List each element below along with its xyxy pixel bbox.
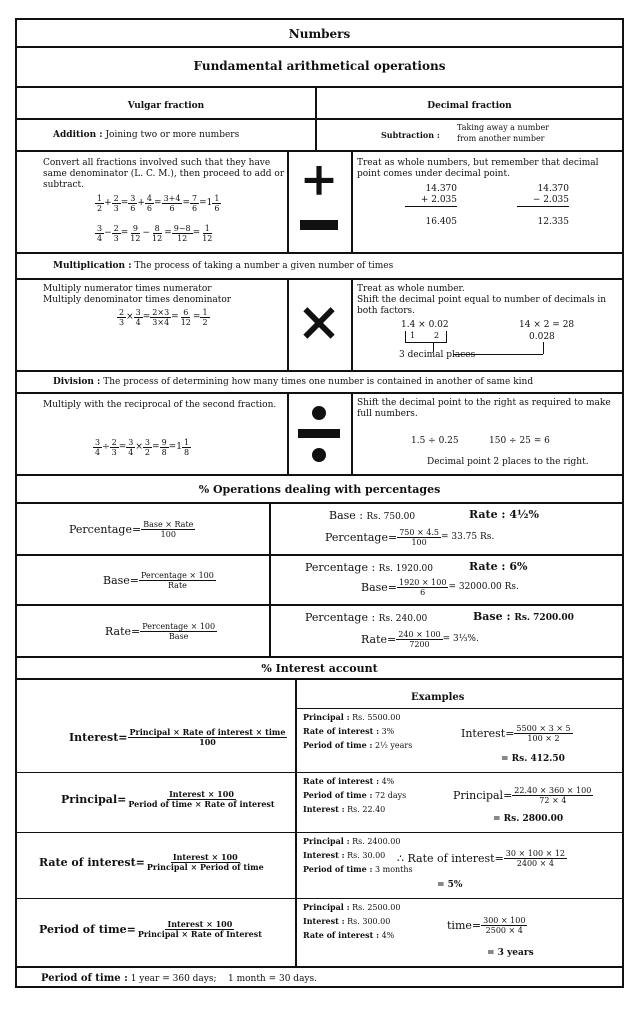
percentage-formula: Rate = $\frac{\text{Percentage × 100}}{\text{Base}}$ bbox=[105, 622, 216, 641]
given-value: Rs. 750.00 bbox=[366, 512, 416, 522]
div-decimal-note: Decimal point 2 places to the right. bbox=[427, 457, 589, 467]
interest-row bbox=[17, 898, 622, 966]
numbers-table bbox=[15, 18, 624, 988]
given-value: Rs. 1920.00 bbox=[378, 564, 434, 574]
divide-symbol bbox=[287, 394, 351, 474]
denominator: Period of time × Rate of interest bbox=[128, 799, 275, 809]
section-3-title: % Interest account bbox=[261, 662, 378, 675]
numerator: Interest × 100 bbox=[169, 789, 234, 799]
section-1-title: Fundamental arithmetical operations bbox=[193, 59, 446, 73]
div-decimal-example-2: 150 ÷ 25 = 6 bbox=[489, 436, 550, 446]
percentage-row bbox=[17, 504, 622, 556]
given-label: Interest : bbox=[303, 804, 345, 814]
given-value: Rs. 30.00 bbox=[347, 851, 386, 860]
denominator: 100 bbox=[199, 737, 216, 747]
decimal-mark-1: 1 bbox=[410, 331, 416, 340]
denominator: 6 bbox=[420, 588, 426, 597]
addsub-body bbox=[17, 152, 622, 254]
section-2-header bbox=[17, 476, 622, 504]
interest-result-value bbox=[487, 948, 534, 959]
section-2-title: % Operations dealing with percentages bbox=[198, 483, 441, 496]
numerator: Percentage × 100 bbox=[141, 571, 214, 580]
given-label: Principal : bbox=[303, 712, 350, 722]
given-label: Rate of interest : bbox=[303, 726, 380, 736]
section-1-header bbox=[17, 48, 622, 88]
example-given-b bbox=[469, 560, 527, 573]
given-value: 2½ years bbox=[375, 741, 413, 750]
given-line bbox=[303, 726, 394, 737]
example-result: Base = $\frac{1920 \times 100}{6}$ = 32000.00 Rs. bbox=[361, 578, 519, 597]
formula-lhs: Principal bbox=[61, 793, 118, 806]
given-value: Rs. 2400.00 bbox=[352, 837, 401, 846]
subtraction-example: $\frac{3}{4}$ − $\frac{2}{3}$ = $\frac{9}{12}$ − $\frac{8}{12}$ = $\frac{9-8}{12}$ = $\frac{1}{12}$ bbox=[97, 224, 213, 243]
numerator: 300 × 100 bbox=[483, 916, 526, 925]
given-value: Rs. 2500.00 bbox=[352, 903, 401, 912]
result-lhs: Interest bbox=[461, 727, 506, 740]
formula-lhs: Period of time bbox=[39, 923, 127, 936]
interest-formula: Rate of interest = $\frac{\text{Interest × 100}}{\text{Principal × Period of time}}$ bbox=[39, 852, 264, 872]
addition-definition: Addition : Joining two or more numbers bbox=[53, 130, 240, 140]
given-value: 4% bbox=[381, 931, 395, 940]
given-line bbox=[303, 902, 400, 913]
result-value: = Rs. 412.50 bbox=[501, 754, 565, 764]
interest-result-value bbox=[493, 814, 563, 825]
given-value: 4% bbox=[381, 777, 395, 786]
given-label: Interest : bbox=[303, 850, 345, 860]
addsub-vulgar-text: Convert all fractions involved such that they have same denominator (L. C. M.), then proceed to add or subtract. bbox=[43, 158, 285, 190]
denominator: 100 × 2 bbox=[527, 734, 560, 743]
given-line bbox=[303, 850, 385, 861]
denominator: 2400 × 4 bbox=[516, 859, 555, 868]
numerator: 5500 × 3 × 5 bbox=[516, 724, 571, 733]
given-label: Rate : bbox=[469, 560, 506, 573]
formula-lhs: Rate of interest bbox=[39, 856, 136, 869]
numerator: 1920 × 100 bbox=[399, 578, 447, 587]
div-decimal-text: Shift the decimal point to the right as required to make full numbers. bbox=[357, 398, 611, 419]
numerator: Percentage × 100 bbox=[142, 622, 216, 631]
div-vulgar-text: Multiply with the reciprocal of the second fraction. bbox=[43, 400, 277, 410]
given-line bbox=[303, 930, 394, 941]
division-body bbox=[17, 394, 622, 476]
interest-row bbox=[17, 708, 622, 773]
given-value: Rs. 240.00 bbox=[378, 614, 428, 624]
example-given-b bbox=[469, 508, 539, 521]
mult-decimal-rule-2: Shift the decimal point equal to number of decimals in both factors. bbox=[357, 295, 607, 316]
interest-row bbox=[17, 772, 622, 833]
given-value: 72 days bbox=[375, 791, 407, 800]
minus-icon bbox=[300, 220, 338, 230]
addsub-header bbox=[17, 120, 622, 152]
percentage-formula: Percentage = $\frac{\text{Base × Rate}}{100}$ bbox=[69, 520, 194, 539]
division-header bbox=[17, 372, 622, 394]
numerator: 22.40 × 360 × 100 bbox=[514, 786, 592, 795]
plus-minus-symbols bbox=[287, 152, 351, 252]
given-label: Percentage : bbox=[305, 561, 376, 574]
given-label: Base : bbox=[329, 509, 363, 522]
result-lhs: time bbox=[447, 919, 472, 932]
denominator: 100 bbox=[160, 530, 176, 539]
mult-vulgar-rule-1: Multiply numerator times numerator bbox=[43, 284, 212, 294]
given-label: Principal : bbox=[303, 902, 350, 912]
decimal-addition: 14.370 + 2.035 16.405 bbox=[405, 184, 457, 228]
denominator: Rate bbox=[167, 581, 187, 590]
given-label: Rate of interest : bbox=[303, 776, 380, 786]
formula-lhs: Rate bbox=[105, 625, 132, 638]
section-3-header bbox=[17, 658, 622, 680]
multiplication-definition: Multiplication : The process of taking a number a given number of times bbox=[53, 261, 394, 271]
result-lhs: Percentage bbox=[325, 531, 388, 544]
result-lhs: Principal bbox=[453, 789, 504, 802]
given-value: Rs. 22.40 bbox=[347, 805, 386, 814]
given-line bbox=[303, 790, 406, 801]
examples-label: Examples bbox=[411, 692, 465, 703]
formula-lhs: Interest bbox=[69, 731, 119, 744]
division-definition: Division : The process of determining how many times one number is contained in another of same kind bbox=[53, 377, 534, 387]
given-label: Base : bbox=[473, 610, 511, 623]
result-value: = 3 years bbox=[487, 948, 534, 958]
interest-result: Principal = $\frac{22.40 \times 360 \times 100}{72 \times 4}$ bbox=[453, 786, 592, 805]
percentage-row bbox=[17, 556, 622, 606]
times-symbol bbox=[287, 280, 351, 370]
numerator: Principal × Rate of interest × time bbox=[129, 727, 286, 737]
example-given-a bbox=[305, 611, 427, 625]
interest-result: ∴ Rate of interest = $\frac{30 \times 100 \times 12}{2400 \times 4}$ bbox=[397, 849, 566, 868]
result-lhs: ∴ Rate of interest bbox=[397, 852, 495, 865]
given-label: Rate of interest : bbox=[303, 930, 380, 940]
plus-icon: + bbox=[299, 152, 339, 206]
denominator: Principal × Period of time bbox=[146, 862, 264, 872]
given-line bbox=[303, 776, 394, 787]
given-line bbox=[303, 740, 412, 751]
numerator: 240 × 100 bbox=[398, 630, 441, 639]
given-label: Period of time : bbox=[303, 790, 373, 800]
given-line bbox=[303, 712, 400, 723]
subtraction-label: Subtraction : bbox=[381, 130, 440, 140]
footer-note: Period of time : 1 year = 360 days; 1 month = 30 days. bbox=[41, 973, 317, 984]
example-given-b bbox=[473, 610, 574, 624]
denominator: Base bbox=[168, 632, 189, 641]
given-label: Period of time : bbox=[303, 864, 373, 874]
given-value: Rs. 7200.00 bbox=[514, 613, 574, 623]
division-example: $\frac{3}{4}$ ÷ $\frac{2}{3}$ = $\frac{3}{4}$ × $\frac{3}{2}$ = $\frac{9}{8}$ =1 $\frac{1}{8}$ bbox=[95, 438, 190, 457]
fraction-type-header bbox=[17, 88, 622, 120]
mult-decimal-rule-1: Treat as whole number. bbox=[357, 284, 465, 294]
multiplication-body bbox=[17, 280, 622, 372]
interest-formula: Interest = $\frac{\text{Principal × Rate of interest × time}}{100}$ bbox=[69, 727, 286, 747]
numerator: Interest × 100 bbox=[172, 852, 238, 862]
percentage-row bbox=[17, 606, 622, 658]
given-label: Interest : bbox=[303, 916, 345, 926]
formula-lhs: Base bbox=[103, 574, 130, 587]
given-label: Principal : bbox=[303, 836, 350, 846]
result-lhs: Base bbox=[361, 581, 388, 594]
example-result: Rate = $\frac{240 \times 100}{7200}$ = 3⅓%. bbox=[361, 630, 479, 649]
denominator: 7200 bbox=[409, 640, 430, 649]
vulgar-fraction-label: Vulgar fraction bbox=[127, 101, 205, 111]
subtraction-text-2: from another number bbox=[457, 134, 545, 143]
result-value: = Rs. 2800.00 bbox=[493, 814, 564, 824]
example-result: Percentage = $\frac{750 \times 4.5}{100}$ = 33.75 Rs. bbox=[325, 528, 495, 547]
divide-icon bbox=[298, 429, 340, 438]
interest-block bbox=[17, 680, 622, 966]
div-decimal-example-1: 1.5 ÷ 0.25 bbox=[411, 436, 459, 446]
interest-formula: Period of time = $\frac{\text{Interest × 100}}{\text{Principal × Rate of Interest}}$ bbox=[39, 919, 262, 939]
addsub-decimal-text: Treat as whole numbers, but remember that decimal point comes under decimal point. bbox=[357, 158, 599, 179]
mult-vulgar-rule-2: Multiply denominator times denominator bbox=[43, 295, 232, 305]
decimal-subtraction: 14.370 − 2.035 12.335 bbox=[517, 184, 569, 228]
given-label: Period of time : bbox=[303, 740, 373, 750]
given-label: Percentage : bbox=[305, 611, 376, 624]
decimal-fraction-label: Decimal fraction bbox=[427, 101, 512, 111]
multiplication-example: $\frac{2}{3}$ × $\frac{3}{4}$ = $\frac{2\times 3}{3\times 4}$ = $\frac{6}{12}$ = $\frac{1}{2}$ bbox=[119, 308, 208, 327]
mult-decimal-example-1: 1.4 × 0.02 bbox=[401, 320, 449, 330]
percentage-formula: Base = $\frac{\text{Percentage × 100}}{\text{Rate}}$ bbox=[103, 571, 214, 590]
result-value: = 3⅓%. bbox=[442, 634, 479, 644]
interest-result-value bbox=[437, 880, 463, 891]
example-given-a bbox=[329, 509, 415, 523]
given-label: Rate : bbox=[469, 508, 506, 521]
given-value: 6% bbox=[509, 560, 528, 573]
mult-decimal-note: 3 decimal places bbox=[399, 350, 476, 360]
interest-result: Interest = $\frac{5500 \times 3 \times 5}{100 \times 2}$ bbox=[461, 724, 571, 743]
mult-decimal-example-3: 0.028 bbox=[529, 332, 555, 342]
given-line bbox=[303, 804, 385, 815]
result-value: = 33.75 Rs. bbox=[440, 532, 495, 542]
denominator: 72 × 4 bbox=[539, 796, 567, 805]
multiplication-header bbox=[17, 254, 622, 280]
result-value: = 32000.00 Rs. bbox=[448, 582, 519, 592]
given-line bbox=[303, 836, 400, 847]
example-given-a bbox=[305, 561, 433, 575]
formula-lhs: Percentage bbox=[69, 523, 132, 536]
decimal-mark-2: 2 bbox=[434, 331, 440, 340]
divide-dot-bottom bbox=[312, 448, 326, 462]
given-value: Rs. 300.00 bbox=[347, 917, 391, 926]
result-lhs: Rate bbox=[361, 633, 388, 646]
mult-decimal-example-2: 14 × 2 = 28 bbox=[519, 320, 575, 330]
page-title: Numbers bbox=[288, 27, 351, 41]
given-line bbox=[303, 916, 390, 927]
times-icon: × bbox=[296, 289, 342, 353]
addition-example: $\frac{1}{2}$ + $\frac{2}{3}$ = $\frac{3}{6}$ + $\frac{4}{6}$ = $\frac{3+4}{6}$ = $\frac{7}{6}$ =1 $\frac{1}{6}$ bbox=[97, 194, 220, 213]
numerator: 750 × 4.5 bbox=[399, 528, 439, 537]
footer-row bbox=[17, 966, 622, 990]
given-value: 3% bbox=[381, 727, 395, 736]
numerator: 30 × 100 × 12 bbox=[505, 849, 566, 858]
given-value: Rs. 5500.00 bbox=[352, 713, 401, 722]
numerator: Interest × 100 bbox=[167, 919, 233, 929]
interest-row bbox=[17, 832, 622, 899]
interest-result: time = $\frac{300 \times 100}{2500 \times 4}$ bbox=[447, 916, 526, 935]
denominator: Principal × Rate of Interest bbox=[137, 929, 262, 939]
numerator: Base × Rate bbox=[143, 520, 194, 529]
result-value: = 5% bbox=[437, 880, 463, 890]
denominator: 2500 × 4 bbox=[485, 926, 523, 935]
interest-formula: Principal = $\frac{\text{Interest × 100}}{\text{Period of time × Rate of interest}}$ bbox=[61, 789, 275, 809]
given-value: 4½% bbox=[509, 508, 539, 521]
title-row bbox=[17, 20, 622, 48]
divide-dot-top bbox=[312, 406, 326, 420]
subtraction-text-1: Taking away a number bbox=[457, 123, 550, 132]
denominator: 100 bbox=[411, 538, 427, 547]
interest-result-value bbox=[501, 754, 565, 765]
given-value: 3 months bbox=[375, 865, 413, 874]
